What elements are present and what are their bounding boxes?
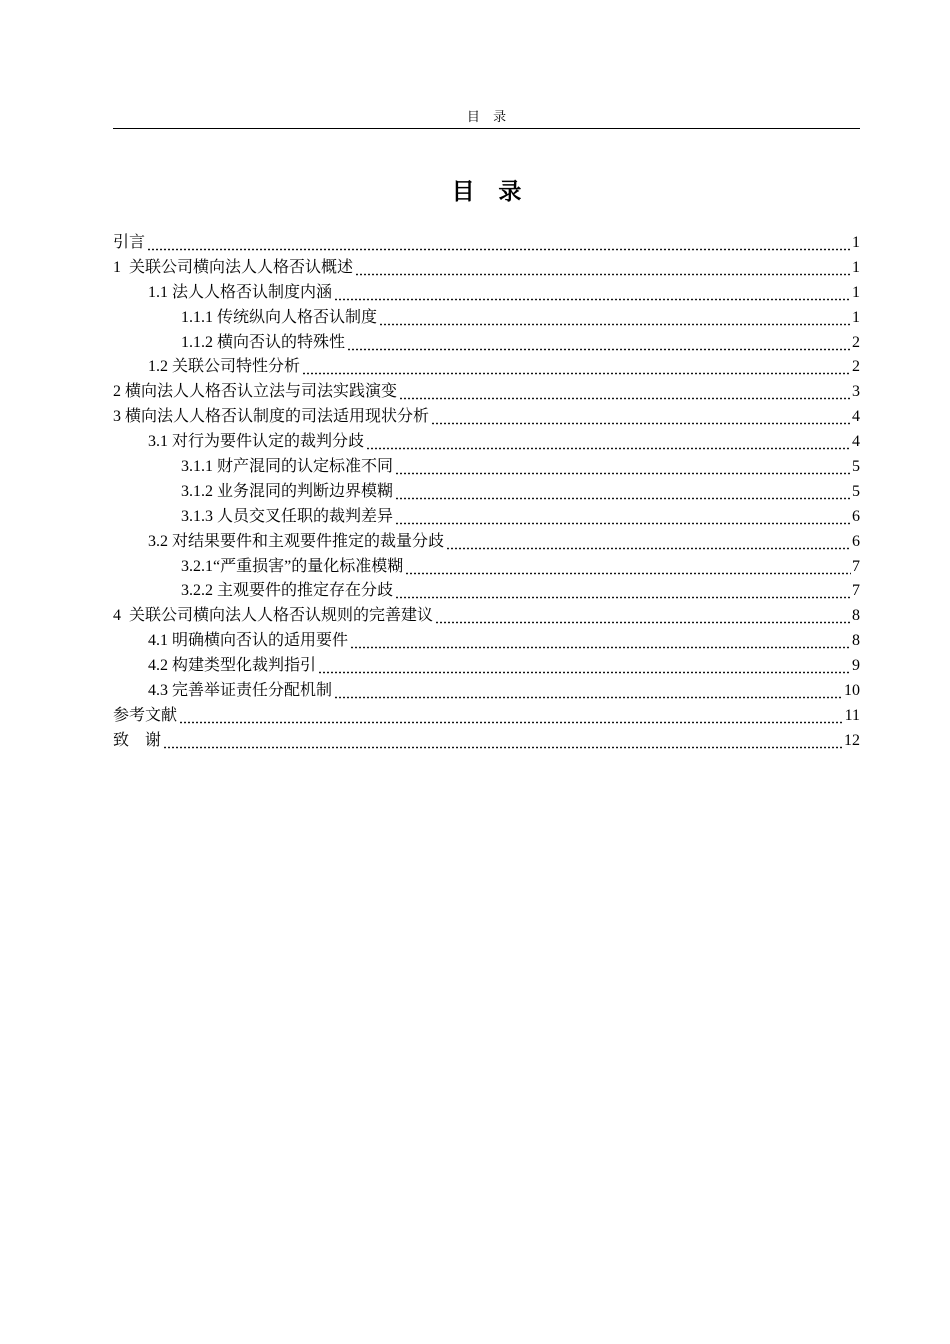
- toc-entry: [113, 480, 860, 505]
- toc-dot-leader: [431, 405, 851, 430]
- toc-entry: [113, 555, 860, 580]
- toc-entry: [113, 729, 860, 754]
- toc-page-number: 4: [852, 408, 860, 426]
- toc-entry-title: 1.2 关联公司特性分析: [148, 358, 301, 376]
- toc-dot-leader: [405, 555, 851, 580]
- toc-entry: [113, 455, 860, 480]
- running-header: 目 录: [466, 109, 507, 124]
- header-rule: [113, 128, 860, 129]
- toc-entry: [113, 654, 860, 679]
- toc-page-number: 9: [852, 657, 860, 675]
- toc-entry: [113, 281, 860, 306]
- toc-page-number: 1: [852, 258, 860, 276]
- toc-entry-title: 3.2 对结果要件和主观要件推定的裁量分歧: [148, 532, 445, 550]
- toc-entry-title: 1.1.1 传统纵向人格否认制度: [181, 308, 378, 326]
- toc-dot-leader: [395, 455, 851, 480]
- toc-page-number: 6: [852, 507, 860, 525]
- toc-entry-title: 致 谢: [113, 731, 162, 749]
- toc-entry: [113, 256, 860, 281]
- toc-page-number: 6: [852, 532, 860, 550]
- toc-entry: [113, 306, 860, 331]
- toc-page-number: 8: [852, 607, 860, 625]
- toc-page-number: 5: [852, 482, 860, 500]
- toc-dot-leader: [366, 430, 851, 455]
- toc-entry: [113, 331, 860, 356]
- table-of-contents: [113, 231, 860, 754]
- toc-dot-leader: [334, 281, 851, 306]
- toc-dot-leader: [179, 704, 844, 729]
- toc-page-number: 8: [852, 632, 860, 650]
- toc-dot-leader: [163, 729, 843, 754]
- toc-entry: [113, 380, 860, 405]
- toc-dot-leader: [395, 579, 851, 604]
- toc-page-number: 7: [852, 582, 860, 600]
- toc-entry: [113, 579, 860, 604]
- toc-dot-leader: [435, 604, 851, 629]
- toc-entry-title: 3.2.2 主观要件的推定存在分歧: [181, 582, 394, 600]
- toc-entry: [113, 530, 860, 555]
- toc-page-number: 3: [852, 383, 860, 401]
- toc-dot-leader: [302, 355, 851, 380]
- toc-entry-title: 4.2 构建类型化裁判指引: [148, 657, 317, 675]
- toc-dot-leader: [395, 505, 851, 530]
- toc-entry-title: 3.1.3 人员交叉任职的裁判差异: [181, 507, 394, 525]
- toc-entry-title: 3.1.1 财产混同的认定标准不同: [181, 458, 394, 476]
- toc-entry-title: 1.1.2 横向否认的特殊性: [181, 333, 346, 351]
- toc-entry-title: 3 横向法人人格否认制度的司法适用现状分析: [113, 408, 430, 426]
- toc-dot-leader: [446, 530, 851, 555]
- toc-page-number: 1: [852, 308, 860, 326]
- toc-dot-leader: [395, 480, 851, 505]
- toc-dot-leader: [350, 629, 851, 654]
- toc-page-number: 5: [852, 458, 860, 476]
- toc-entry-title: 参考文献: [113, 706, 178, 724]
- toc-entry-title: 3.2.1“严重损害”的量化标准模糊: [181, 557, 404, 575]
- toc-entry: [113, 604, 860, 629]
- toc-entry-title: 1 关联公司横向法人人格否认概述: [113, 258, 354, 276]
- toc-entry-title: 2 横向法人人格否认立法与司法实践演变: [113, 383, 398, 401]
- toc-dot-leader: [379, 306, 851, 331]
- page-title: 目 录: [451, 179, 522, 204]
- toc-entry: [113, 704, 860, 729]
- toc-entry-title: 4.1 明确横向否认的适用要件: [148, 632, 349, 650]
- toc-page-number: 1: [852, 234, 860, 251]
- toc-page-number: 10: [844, 682, 860, 700]
- toc-page-number: 2: [852, 358, 860, 376]
- toc-entry: [113, 355, 860, 380]
- toc-entry: [113, 505, 860, 530]
- toc-page-number: 12: [844, 731, 860, 749]
- toc-dot-leader: [347, 331, 851, 356]
- toc-page-number: 4: [852, 433, 860, 451]
- toc-entry: [113, 430, 860, 455]
- toc-entry-title: 4.3 完善举证责任分配机制: [148, 682, 333, 700]
- toc-dot-leader: [399, 380, 851, 405]
- toc-dot-leader: [355, 256, 851, 281]
- toc-entry: [113, 231, 860, 256]
- toc-page-number: 2: [852, 333, 860, 351]
- toc-page-number: 1: [852, 283, 860, 301]
- toc-entry-title: 1.1 法人人格否认制度内涵: [148, 283, 333, 301]
- toc-page-number: 11: [844, 706, 860, 724]
- toc-page-number: 7: [852, 557, 860, 575]
- toc-entry-title: 3.1.2 业务混同的判断边界模糊: [181, 482, 394, 500]
- toc-dot-leader: [318, 654, 851, 679]
- toc-entry: [113, 629, 860, 654]
- toc-dot-leader: [147, 231, 851, 256]
- toc-entry-title: 3.1 对行为要件认定的裁判分歧: [148, 433, 365, 451]
- toc-entry: [113, 679, 860, 704]
- toc-entry-title: 4 关联公司横向法人人格否认规则的完善建议: [113, 607, 434, 625]
- toc-entry-title: 引言: [113, 234, 146, 251]
- toc-dot-leader: [334, 679, 843, 704]
- toc-entry: [113, 405, 860, 430]
